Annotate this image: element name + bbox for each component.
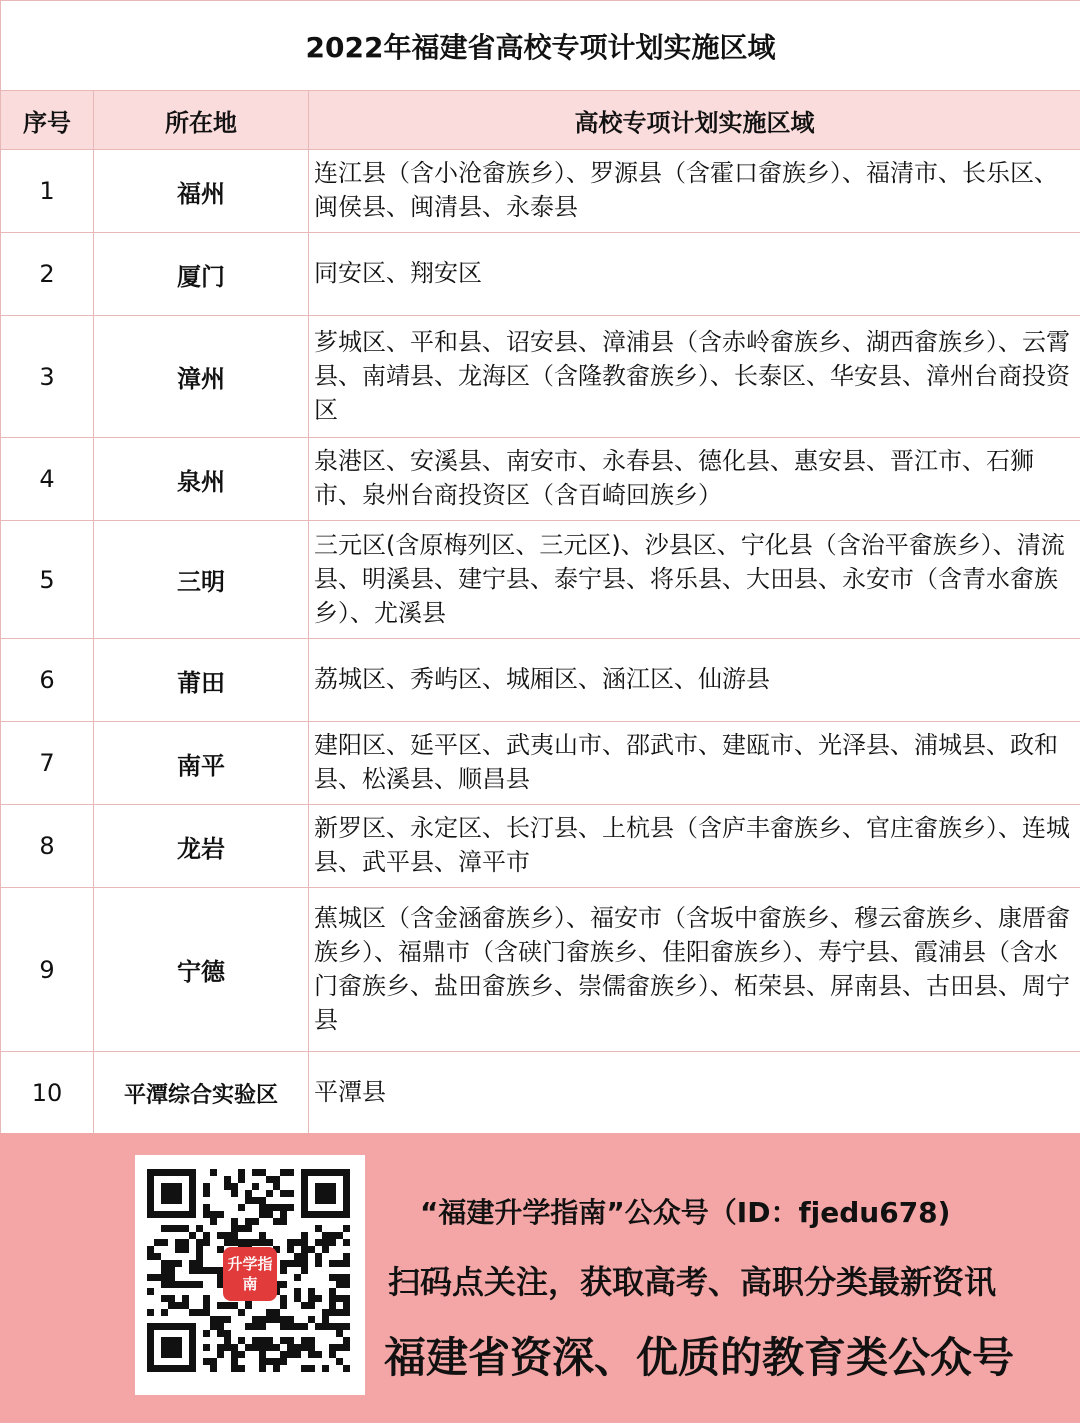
table-row — [1, 233, 1080, 316]
row-areas: 蕉城区（含金涵畲族乡）、福安市（含坂中畲族乡、穆云畲族乡、康厝畲族乡）、福鼎市（含硖门畲族乡、佳阳畲族乡）、寿宁县、霞浦县（含水门畲族乡、盐田畲族乡、崇儒畲族乡）、柘荣县、屏南县、古田县、周宁县 — [309, 888, 1080, 1052]
row-city: 厦门 — [94, 233, 309, 316]
row-city: 漳州 — [94, 316, 309, 438]
table-row — [1, 888, 1080, 1052]
row-areas: 新罗区、永定区、长汀县、上杭县（含庐丰畲族乡、官庄畲族乡）、连城县、武平县、漳平市 — [309, 805, 1080, 888]
row-index: 9 — [1, 888, 94, 1052]
table-row — [1, 805, 1080, 888]
footer-account-line: “福建升学指南”公众号（ID：fjedu678) — [420, 1196, 951, 1229]
row-areas: 平潭县 — [309, 1052, 1080, 1135]
row-city: 平潭综合实验区 — [94, 1052, 309, 1135]
row-city: 福州 — [94, 150, 309, 233]
row-areas: 同安区、翔安区 — [309, 233, 1080, 316]
row-index: 1 — [1, 150, 94, 233]
row-city: 莆田 — [94, 639, 309, 722]
row-areas: 泉港区、安溪县、南安市、永春县、德化县、惠安县、晋江市、石狮市、泉州台商投资区（含百崎回族乡） — [309, 438, 1080, 521]
table-row — [1, 722, 1080, 805]
row-index: 4 — [1, 438, 94, 521]
footer-slogan-line: 福建省资深、优质的教育类公众号 — [384, 1333, 1015, 1382]
table-row — [1, 521, 1080, 639]
page-title: 2022年福建省高校专项计划实施区域 — [1, 1, 1080, 91]
table-row — [1, 438, 1080, 521]
row-index: 5 — [1, 521, 94, 639]
table-row — [1, 639, 1080, 722]
footer-cta-line: 扫码点关注，获取高考、高职分类最新资讯 — [388, 1263, 997, 1301]
row-areas: 荔城区、秀屿区、城厢区、涵江区、仙游县 — [309, 639, 1080, 722]
qr-code — [135, 1155, 365, 1395]
row-areas: 连江县（含小沧畲族乡）、罗源县（含霍口畲族乡）、福清市、长乐区、闽侯县、闽清县、永泰县 — [309, 150, 1080, 233]
qr-logo-badge: 升学指南 — [223, 1247, 277, 1301]
table-row — [1, 316, 1080, 438]
row-index: 10 — [1, 1052, 94, 1135]
header-location: 所在地 — [94, 91, 309, 150]
row-areas: 建阳区、延平区、武夷山市、邵武市、建瓯市、光泽县、浦城县、政和县、松溪县、顺昌县 — [309, 722, 1080, 805]
table-header — [1, 91, 1080, 150]
row-index: 7 — [1, 722, 94, 805]
row-city: 泉州 — [94, 438, 309, 521]
row-index: 2 — [1, 233, 94, 316]
row-areas: 芗城区、平和县、诏安县、漳浦县（含赤岭畲族乡、湖西畲族乡）、云霄县、南靖县、龙海区（含隆教畲族乡）、长泰区、华安县、漳州台商投资区 — [309, 316, 1080, 438]
row-index: 3 — [1, 316, 94, 438]
footer-banner — [0, 1133, 1080, 1423]
row-city: 南平 — [94, 722, 309, 805]
table-row — [1, 150, 1080, 233]
header-index: 序号 — [1, 91, 94, 150]
row-areas: 三元区(含原梅列区、三元区)、沙县区、宁化县（含治平畲族乡）、清流县、明溪县、建宁县、泰宁县、将乐县、大田县、永安市（含青水畲族乡）、尤溪县 — [309, 521, 1080, 639]
header-areas: 高校专项计划实施区域 — [309, 91, 1080, 150]
row-city: 宁德 — [94, 888, 309, 1052]
row-index: 6 — [1, 639, 94, 722]
row-index: 8 — [1, 805, 94, 888]
table-row — [1, 1052, 1080, 1135]
row-city: 三明 — [94, 521, 309, 639]
row-city: 龙岩 — [94, 805, 309, 888]
